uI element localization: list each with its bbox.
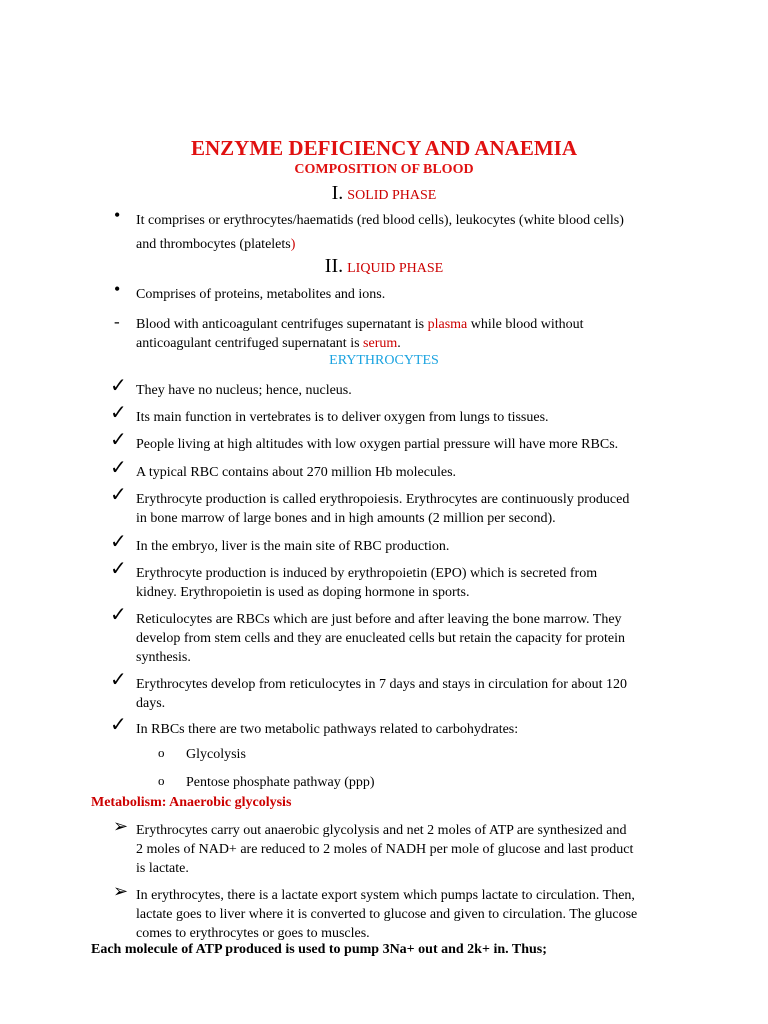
list-item-text: Pentose phosphate pathway (ppp) — [186, 775, 375, 790]
list-item-text: comes to erythrocytes or goes to muscles. — [136, 926, 370, 941]
checkmark-icon: ✓ — [110, 531, 127, 553]
term-plasma: plasma — [427, 317, 468, 332]
list-item-text: Blood with anticoagulant centrifuges supernatant is plasma while blood without — [136, 317, 584, 332]
list-item-text: and thrombocytes (platelets) — [136, 237, 296, 252]
list-item-text: Glycolysis — [186, 747, 246, 762]
circle-bullet-icon: o — [158, 745, 165, 760]
list-item-text: A typical RBC contains about 270 million Hb molecules. — [136, 465, 457, 480]
liquid-phase-heading — [0, 255, 768, 278]
list-item-text: in bone marrow of large bones and in high amounts (2 million per second). — [136, 511, 556, 526]
list-item-text: Erythrocyte production is called erythropoiesis. Erythrocytes are continuously produced — [136, 492, 630, 507]
list-item-text: Comprises of proteins, metabolites and ions. — [136, 287, 386, 302]
document-title: ENZYME DEFICIENCY AND ANAEMIA — [191, 136, 577, 160]
checkmark-icon: ✓ — [110, 457, 127, 479]
list-item-text: It comprises or erythrocytes/haematids (red blood cells), leukocytes (white blood cells) — [136, 213, 624, 228]
list-item-text: In RBCs there are two metabolic pathways related to carbohydrates: — [136, 722, 519, 737]
circle-bullet-icon: o — [158, 773, 165, 788]
list-item-text: Erythrocytes carry out anaerobic glycolysis and net 2 moles of ATP are synthesized and — [136, 823, 627, 838]
list-item-text: kidney. Erythropoietin is used as doping hormone in sports. — [136, 585, 470, 600]
checkmark-icon: ✓ — [110, 604, 127, 626]
list-item-text: anticoagulant centrifuged supernatant is serum. — [136, 336, 401, 351]
dash-icon: - — [114, 312, 120, 331]
checkmark-icon: ✓ — [110, 402, 127, 424]
list-item-text: Erythrocyte production is induced by erythropoietin (EPO) which is secreted from — [136, 566, 598, 581]
roman-numeral: I. — [331, 182, 344, 204]
checkmark-icon: ✓ — [110, 429, 127, 451]
erythrocytes-heading: ERYTHROCYTES — [329, 353, 439, 368]
list-item-text: Erythrocytes develop from reticulocytes in 7 days and stays in circulation for about 120 — [136, 677, 628, 692]
checkmark-icon: ✓ — [110, 558, 127, 580]
arrow-bullet-icon: ➢ — [113, 881, 129, 901]
checkmark-icon: ✓ — [110, 669, 127, 691]
checkmark-icon: ✓ — [110, 714, 127, 736]
list-item-text: days. — [136, 696, 166, 711]
bullet-icon: • — [114, 205, 121, 225]
checkmark-icon: ✓ — [110, 375, 127, 397]
list-item-text: develop from stem cells and they are enucleated cells but retain the capacity for protein — [136, 631, 626, 646]
checkmark-icon: ✓ — [110, 484, 127, 506]
list-item-text: People living at high altitudes with low oxygen partial pressure will have more RBCs. — [136, 437, 619, 452]
list-item-text: Reticulocytes are RBCs which are just before and after leaving the bone marrow. They — [136, 612, 622, 627]
list-item-text: In the embryo, liver is the main site of RBC production. — [136, 539, 450, 554]
term-serum: serum — [363, 336, 398, 351]
solid-phase-heading — [0, 182, 768, 205]
list-item-text: synthesis. — [136, 650, 191, 665]
footer-statement: Each molecule of ATP produced is used to pump 3Na+ out and 2k+ in. Thus; — [91, 942, 547, 957]
bullet-icon: • — [114, 279, 121, 299]
list-item-text: is lactate. — [136, 861, 189, 876]
list-item-text: They have no nucleus; hence, nucleus. — [136, 383, 352, 398]
list-item-text: Its main function in vertebrates is to deliver oxygen from lungs to tissues. — [136, 410, 549, 425]
section-subtitle: COMPOSITION OF BLOOD — [294, 162, 474, 177]
phase-label: SOLID PHASE — [347, 188, 437, 203]
metabolism-heading: Metabolism: Anaerobic glycolysis — [91, 795, 292, 810]
roman-numeral: II. — [324, 255, 344, 277]
list-item-text: 2 moles of NAD+ are reduced to 2 moles of NADH per mole of glucose and last product — [136, 842, 634, 857]
arrow-bullet-icon: ➢ — [113, 816, 129, 836]
list-item-text: lactate goes to liver where it is converted to glucose and given to circulation. The glucose — [136, 907, 638, 922]
phase-label: LIQUID PHASE — [347, 261, 444, 276]
list-item-text: In erythrocytes, there is a lactate export system which pumps lactate to circulation. Then, — [136, 888, 635, 903]
